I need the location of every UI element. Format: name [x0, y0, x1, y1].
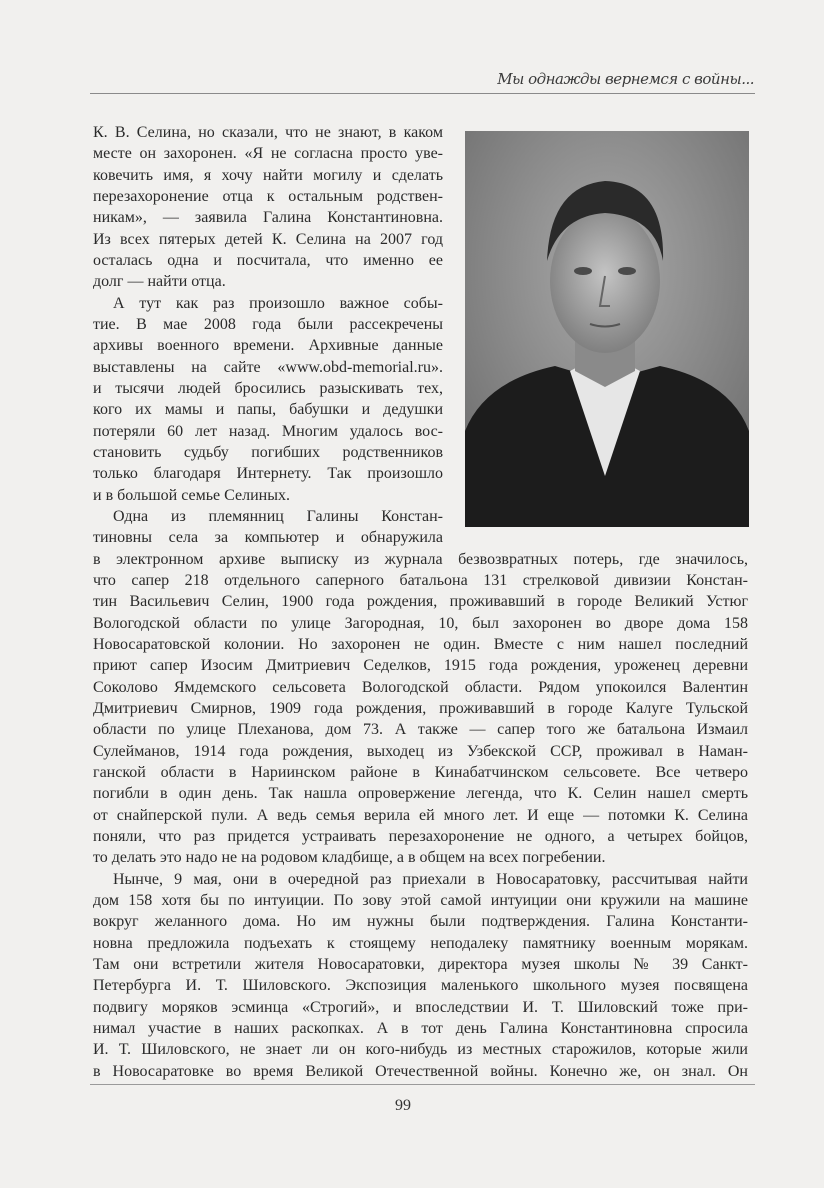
text-line: тин Васильевич Селин, 1900 года рождения, проживавший в городе Великий Устюг: [93, 593, 748, 611]
text-line: А тут как раз произошло важное собы-: [113, 294, 443, 312]
text-line: в электронном архиве выписку из журнала безвозвратных потерь, где значилось,: [93, 550, 748, 568]
text-line: нимал участие в наших раскопках. А в тот день Галина Константиновна спросила: [93, 1019, 748, 1037]
text-line: ганской области в Нариинском районе в Кинабатчинском сельсовете. Все четверо: [93, 763, 748, 781]
text-line: кого их мамы и папы, бабушки и дедушки: [93, 401, 443, 419]
text-line: И. Т. Шиловского, не знает ли он кого-нибудь из местных старожилов, которые жили: [93, 1041, 748, 1059]
text-line: Соколово Ямдемского сельсовета Вологодской области. Рядом упокоился Валентин: [93, 678, 748, 696]
text-line: от снайперской пули. А ведь семья верила ей много лет. И еще — потомки К. Селина: [93, 806, 748, 824]
portrait-photo: [465, 131, 749, 527]
text-line: новна предложила подъехать к стоящему неподалеку памятнику военным морякам.: [93, 934, 748, 952]
running-title: Мы однажды вернемся с войны...: [497, 70, 754, 88]
text-line: приют сапер Изосим Дмитриевич Седелков, 1915 года рождения, уроженец деревни: [93, 657, 748, 675]
text-line: области по улице Плеханова, дом 73. А также — сапер того же батальона Измаил: [93, 721, 748, 739]
text-line: в Новосаратовке во время Великой Отечественной войны. Конечно же, он знал. Он: [93, 1062, 748, 1080]
text-line: К. В. Селина, но сказали, что не знают, в каком: [93, 124, 443, 141]
text-line: и тысячи людей бросились разыскивать тех,: [93, 379, 443, 397]
text-line: никам», — заявила Галина Константиновна.: [93, 209, 443, 227]
text-line: долг — найти отца.: [93, 273, 226, 291]
page-number: 99: [395, 1097, 411, 1114]
text-line: месте он захоронен. «Я не согласна просто уве-: [93, 145, 443, 163]
text-line: архивы военного времени. Архивные данные: [93, 337, 443, 355]
text-line: становить судьбу погибших родственников: [93, 443, 443, 461]
text-line: Сулейманов, 1914 года рождения, выходец из Узбекской ССР, проживал в Наман-: [93, 742, 748, 760]
text-line: Из всех пятерых детей К. Селина на 2007 год: [93, 230, 443, 248]
text-line: что сапер 218 отдельного саперного батальона 131 стрелковой дивизии Констан-: [93, 571, 748, 589]
text-line: погибли в один день. Так нашла опровержение легенда, что К. Селин нашел смерть: [93, 785, 748, 803]
text-line: Новосаратовской колонии. Но захоронен не один. Вместе с ним нашел последний: [93, 635, 748, 653]
text-line: только благодаря Интернету. Так произошло: [93, 465, 443, 483]
text-line: подвигу моряков эсминца «Строгий», и впоследствии И. Т. Шиловский тоже при-: [93, 998, 748, 1016]
text-line: осталась одна и посчитала, что именно ее: [93, 251, 443, 269]
text-line: поняли, что раз придется устраивать перезахоронение не одного, а четырех бойцов,: [93, 827, 748, 845]
text-line: Нынче, 9 мая, они в очередной раз приехали в Новосаратовку, рассчитывая найти: [113, 870, 748, 888]
text-line: Петербурга И. Т. Шиловского. Экспозиция маленького школьного музея посвящена: [93, 977, 748, 995]
text-line: потеряли 60 лет назад. Многим удалось вос-: [93, 422, 443, 440]
text-line: ковечить имя, я хочу найти могилу и сделать: [93, 166, 443, 184]
text-line: Там они встретили жителя Новосаратовки, директора музея школы № 39 Санкт-: [93, 955, 748, 973]
text-line: выставлены на сайте «www.obd-memorial.ru».: [93, 358, 443, 376]
text-line: вокруг желанного дома. Но им нужны были подтверждения. Галина Константи-: [93, 913, 748, 931]
text-line: тие. В мае 2008 года были рассекречены: [93, 315, 443, 333]
text-line: Одна из племянниц Галины Констан-: [113, 507, 443, 525]
text-line: Дмитриевич Смирнов, 1909 года рождения, проживавший в городе Калуге Тульской: [93, 699, 748, 717]
text-line: и в большой семье Селиных.: [93, 486, 290, 504]
text-line: тиновны села за компьютер и обнаружила: [93, 529, 443, 547]
text-line: Вологодской области по улице Загородная, 10, был захоронен во дворе дома 158: [93, 614, 748, 632]
header-rule: [90, 93, 755, 94]
text-line: дом 158 хотя бы по интуиции. По зову этой самой интуиции они кружили на машине: [93, 891, 748, 909]
text-line: то делать это надо не на родовом кладбище, а в общем на всех погребении.: [93, 849, 606, 867]
text-line: перезахоронение отца к остальным родствен-: [93, 187, 443, 205]
footer-rule: [90, 1084, 755, 1085]
